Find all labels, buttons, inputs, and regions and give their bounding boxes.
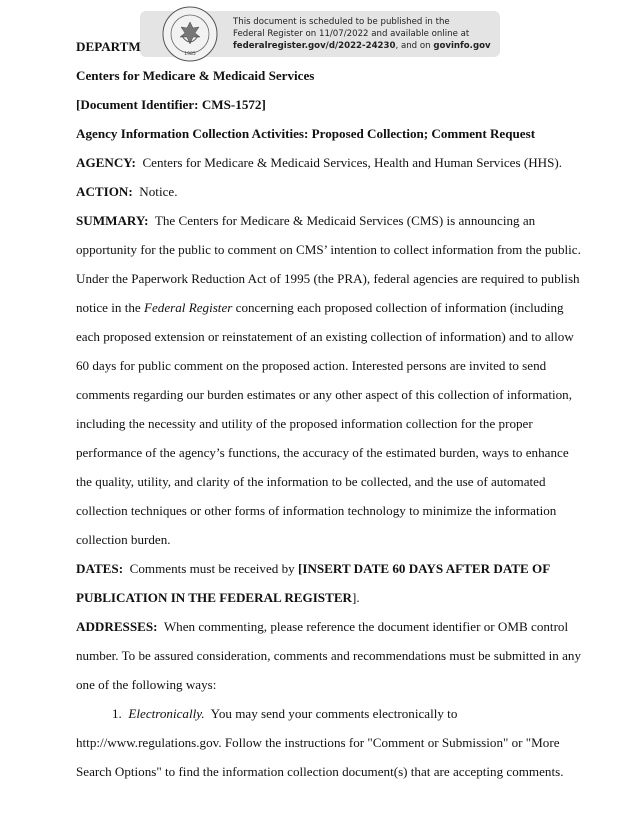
- summary-line-12: collection burden.: [76, 532, 171, 547]
- agency-line: AGENCY: Centers for Medicare & Medicaid Services, Health and Human Services (HHS).: [76, 155, 563, 170]
- summary-line-7: comments regarding our burden estimates or any other aspect of this collection of information,: [76, 387, 572, 402]
- summary-line-4: notice in the Federal Register concerning each proposed collection of information (including: [76, 300, 564, 315]
- department-heading: DEPARTM: [76, 39, 141, 54]
- federal-register-link[interactable]: federalregister.gov/d/2022-24230: [233, 41, 396, 51]
- summary-line-1: SUMMARY: The Centers for Medicare & Medicaid Services (CMS) is announcing an: [76, 213, 536, 228]
- summary-line-6: 60 days for public comment on the proposed action. Interested persons are invited to send: [76, 358, 547, 373]
- banner-line-1: This document is scheduled to be published in the: [233, 17, 450, 27]
- list-item-1-line-1: 1. Electronically. You may send your comments electronically to: [112, 706, 458, 721]
- list-item-1-line-3: Search Options" to find the information collection document(s) that are accepting comments.: [76, 764, 564, 779]
- banner-line-2: Federal Register on 11/07/2022 and available online at: [233, 29, 470, 39]
- notice-title: Agency Information Collection Activities: Proposed Collection; Comment Request: [76, 126, 536, 141]
- govinfo-link[interactable]: govinfo.gov: [433, 41, 491, 51]
- dates-line-2: PUBLICATION IN THE FEDERAL REGISTER].: [76, 590, 360, 605]
- summary-line-3: Under the Paperwork Reduction Act of 1995 (the PRA), federal agencies are required to publish: [76, 271, 580, 286]
- summary-line-2: opportunity for the public to comment on CMS’ intention to collect information from the public.: [76, 242, 581, 257]
- agency-name: Centers for Medicare & Medicaid Services: [76, 68, 315, 83]
- summary-line-11: collection techniques or other forms of information technology to minimize the information: [76, 503, 557, 518]
- summary-line-8: including the necessity and utility of the proposed information collection for the proper: [76, 416, 533, 431]
- summary-line-5: each proposed extension or reinstatement of an existing collection of information) and to allow: [76, 329, 574, 344]
- addresses-line-1: ADDRESSES: When commenting, please reference the document identifier or OMB control: [76, 619, 569, 634]
- dates-line-1: DATES: Comments must be received by [INSERT DATE 60 DAYS AFTER DATE OF: [76, 561, 551, 576]
- addresses-line-2: number. To be assured consideration, comments and recommendations must be submitted in any: [76, 648, 582, 663]
- summary-line-10: the quality, utility, and clarity of the information to be collected, and the use of automated: [76, 474, 546, 489]
- document-identifier: [Document Identifier: CMS-1572]: [76, 97, 266, 112]
- action-line: ACTION: Notice.: [76, 184, 178, 199]
- banner-line-3: federalregister.gov/d/2022-24230, and on govinfo.gov: [233, 41, 491, 51]
- summary-line-9: performance of the agency’s functions, the accuracy of the estimated burden, ways to enhance: [76, 445, 569, 460]
- list-item-1-line-2: http://www.regulations.gov. Follow the instructions for "Comment or Submission" or "More: [76, 735, 560, 750]
- svg-text:1985: 1985: [184, 52, 196, 57]
- addresses-line-3: one of the following ways:: [76, 677, 217, 692]
